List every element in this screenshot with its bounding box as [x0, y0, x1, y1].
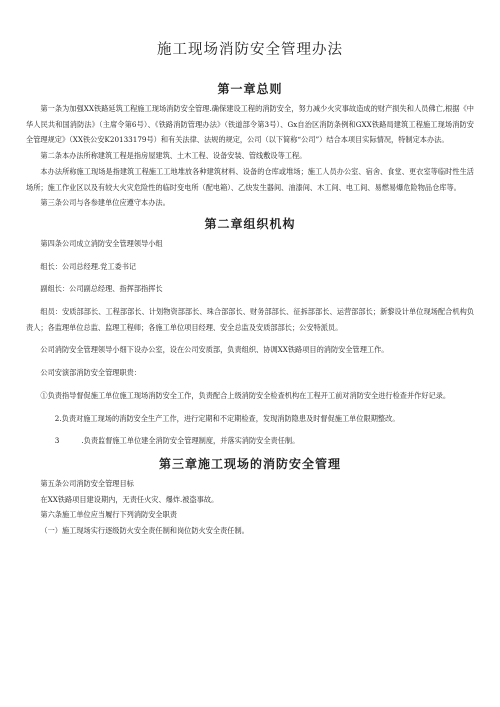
- ch2-office: 公司消防安全管理领导小细下设办公室，设在公司安质部，负责组织、协调XX铁路项目的消防安全管理工作。: [40, 345, 389, 355]
- duty-2-text: .负责对施工现场的消防安全生产工作，进行定期和不定期检查，发现消防隐患及时督促施工单位限期整改。: [59, 413, 400, 423]
- chapter-3-heading: 第三章施工现场的消防安全管理: [158, 456, 341, 471]
- chapter-1-heading: 第一章总则: [217, 82, 283, 96]
- ch2-duty-2: [26, 411, 474, 427]
- chapter-2-heading: 第二章组织机构: [204, 216, 296, 231]
- ch2-duties-heading: 公司安演部消防安全管理职贵：: [40, 368, 142, 378]
- ch3-article-5: 第五条公司消防安全管理目标: [40, 478, 134, 488]
- ch3-article-6: 第六条施工单位应当履行下列消防安全职责: [40, 510, 177, 520]
- ch2-duty-3: [26, 433, 474, 449]
- document-title: 施工现场消防安全管理办法: [157, 42, 343, 58]
- ch2-deputy-leader: 副组长：公司副总经理、指挥部指挥长: [40, 284, 163, 294]
- ch1-article-1: 第一条为加强XX铁路延筑工程施工现场消防安全管理.确保建设工程的消防安全，努力减少火灾事故造成的财产损失和人员佛亡,根据《中华人民共和国消防法》（主席令第6号）、《铁路消防管理办法》（铁道部令第3号）、Gx自治区消防条例和GXX铁路局建筑工程施工现场消防安全管理规定》（XX铁公安K20133179号）和有关法律、法规的规定，公司（以下简称“公司”）结合本项目实际情况，特制定本办法。: [26, 104, 474, 145]
- ch1-article-2: 第二条本办法所称建筑工程是指房屋建筑、土木工程、设备安装、管线敷设等工程。: [40, 151, 307, 161]
- ch2-members: 组员：安质部部长、工程部部长、计划物资部部长、珠合部部长、财务部部长、征拆部部长、运营部部长；新黎设计单位现场配合机构负责人；各监理单位总监、监理工程师；各施工单位项目经理、安全总监及安质部部长；公安特派员。: [26, 307, 474, 332]
- duty-3-text: .负责监督施工单位建全消防安全管理制度，并落实消防安全责任制。: [81, 436, 300, 446]
- ch3-goal: 在XX铁路项目建设期内，无责任火灾、爆炸.被盗事故。: [40, 494, 219, 504]
- ch1-paragraph-scope: 本办法所称施工现场是指建筑工程施工工地堆放各种建筑材料、设备的仓库或堆场；施工人员办公室、宿舍、食堂、更衣室等临时性生活场所；施工作业区以及有较大火灾危险性的临时变电所（配电箱）、乙炔发生器间、油漆间、木工间、电工间、易燃易爆危险物品仓库等。: [26, 166, 474, 192]
- ch1-article-3: 第三条公司与各参建单位应遵守本办法。: [40, 198, 170, 208]
- duty-2-number: 2: [54, 413, 60, 423]
- duty-3-number: 3: [54, 436, 60, 446]
- ch2-leader: 组长：公司总经理.党工委书记: [40, 261, 137, 271]
- ch3-item-1: （一）施工现场实行逐级防火安全责任制和岗位防火安全责任制。: [40, 526, 249, 536]
- ch2-duty-1: ①负责指导督促施工单位施工现场消防安全工作，负责配合上级消防安全检查机构在工程开工前对消防安全进行检查并作好记录。: [40, 390, 451, 400]
- ch2-article-4: 第四条公司成立消防安全管理领导小组: [40, 238, 163, 248]
